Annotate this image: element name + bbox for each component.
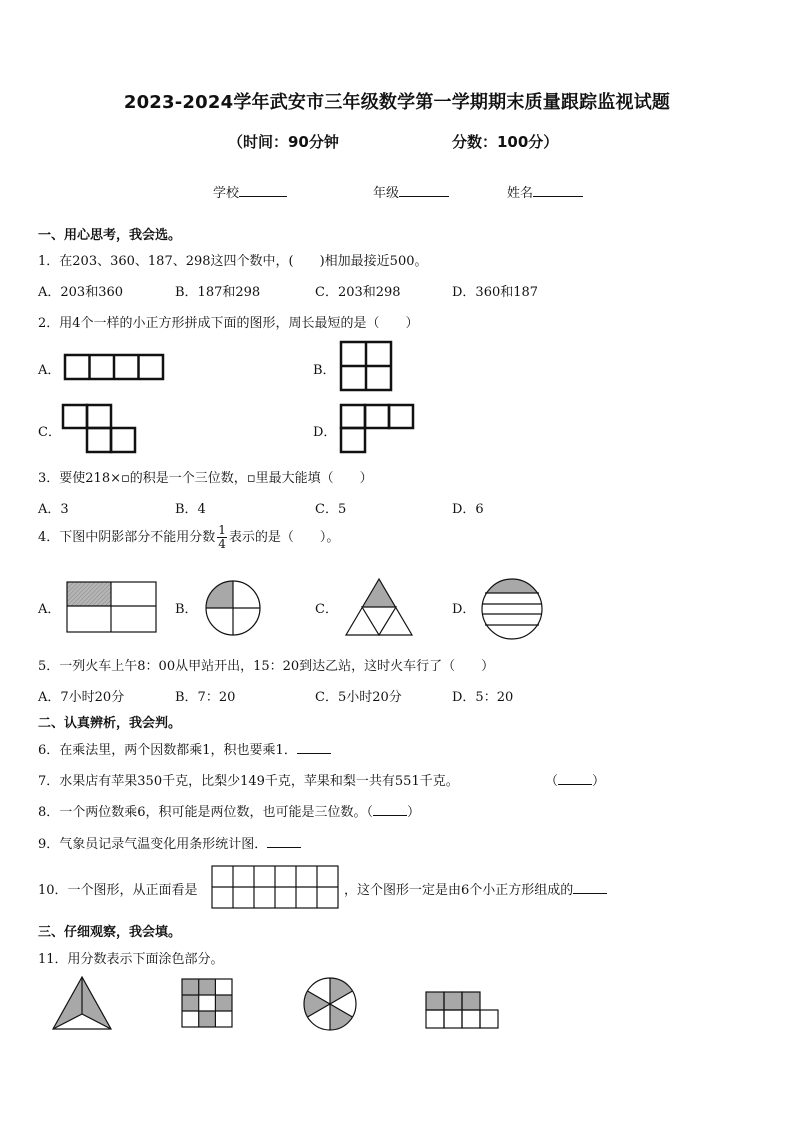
q5-option-c[interactable]: C．5小时20分 — [315, 690, 402, 705]
question-10-pre: 10．一个图形，从正面看是 — [38, 883, 198, 898]
exam-time: （时间：90分钟 — [228, 133, 339, 151]
q2-option-b-label[interactable]: B． — [313, 363, 336, 378]
q4-text-post: 表示的是（ ）。 — [228, 530, 340, 545]
q11-figure-grid — [181, 978, 233, 1028]
q3-option-c[interactable]: C．5 — [315, 502, 347, 517]
question-11: 11．用分数表示下面涂色部分。 — [38, 952, 224, 967]
question-3: 3．要使218×▫的积是一个三位数，▫里最大能填（ ） — [38, 471, 373, 486]
q5-option-d[interactable]: D．5：20 — [452, 690, 514, 705]
q2-figure-a — [64, 354, 164, 380]
q4-option-a-label[interactable]: A． — [38, 602, 61, 617]
q8-text: 8．一个两位数乘6，积可能是两位数，也可能是三位数。（ — [38, 805, 374, 820]
question-2: 2．用4个一样的小正方形拼成下面的图形，周长最短的是（ ） — [38, 316, 419, 331]
name-label: 姓名 — [507, 186, 534, 201]
question-1: 1．在203、360、187、298这四个数中，( )相加最接近500。 — [38, 254, 428, 269]
q4-option-b-label[interactable]: B． — [175, 602, 198, 617]
section-3-heading: 三、仔细观察，我会填。 — [38, 925, 182, 940]
q3-option-d[interactable]: D．6 — [452, 502, 484, 517]
name-blank[interactable] — [533, 196, 583, 197]
question-10-post — [344, 879, 607, 898]
q7-paren-left: （ — [545, 774, 559, 789]
section-2-heading: 二、认真辨析，我会判。 — [38, 716, 182, 731]
q2-figure-d — [340, 404, 414, 454]
q9-text: 9．气象员记录气温变化用条形统计图． — [38, 837, 268, 852]
school-blank[interactable] — [239, 196, 287, 197]
question-5: 5．一列火车上午8：00从甲站开出，15：20到达乙站，这时火车行了（ ） — [38, 659, 495, 674]
q8-paren-right: ） — [407, 805, 421, 820]
q2-option-a-label[interactable]: A． — [38, 363, 61, 378]
exam-score: 分数：100分） — [452, 133, 559, 151]
q2-figure-b — [340, 341, 392, 391]
grade-blank[interactable] — [399, 196, 449, 197]
q2-option-c-label[interactable]: C． — [38, 425, 61, 440]
q7-paren-right: ） — [592, 774, 606, 789]
question-9 — [38, 833, 301, 852]
school-label: 学校 — [213, 186, 240, 201]
question-6 — [38, 739, 331, 758]
q4-fraction-numerator: 1 — [218, 523, 226, 537]
q4-text-pre: 4．下图中阴影部分不能用分数 — [38, 530, 216, 545]
q8-answer-blank[interactable] — [373, 815, 407, 816]
q4-option-c-label[interactable]: C． — [315, 602, 338, 617]
q11-figure-circle — [303, 977, 357, 1031]
q6-answer-blank[interactable] — [297, 753, 331, 754]
q10-answer-blank[interactable] — [573, 893, 607, 894]
q5-option-b[interactable]: B．7：20 — [175, 690, 236, 705]
q1-option-d[interactable]: D．360和187 — [452, 285, 539, 300]
question-8 — [38, 801, 420, 820]
q2-option-d-label[interactable]: D． — [313, 425, 337, 440]
q4-figure-d — [481, 578, 543, 640]
name-field[interactable] — [507, 182, 583, 201]
q10-text-post: ，这个图形一定是由6个小正方形组成的 — [344, 883, 574, 898]
school-field[interactable] — [213, 182, 287, 201]
question-4 — [38, 524, 339, 551]
section-1-heading: 一、用心思考，我会选。 — [38, 228, 182, 243]
question-7: 7．水果店有苹果350千克，比梨少149千克，苹果和梨一共有551千克。 — [38, 774, 459, 789]
q11-figure-bars — [425, 991, 499, 1029]
q1-option-b[interactable]: B．187和298 — [175, 285, 261, 300]
q1-option-a[interactable]: A．203和360 — [38, 285, 124, 300]
q3-option-a[interactable]: A．3 — [38, 502, 69, 517]
grade-label: 年级 — [373, 186, 400, 201]
q5-option-a[interactable]: A．7小时20分 — [38, 690, 125, 705]
q11-figure-triangle — [52, 976, 112, 1031]
q7-answer[interactable] — [545, 770, 605, 789]
q4-fraction-denominator: 4 — [218, 537, 226, 551]
q4-figure-b — [205, 580, 261, 636]
page-title: 2023-2024学年武安市三年级数学第一学期期末质量跟踪监视试题 — [123, 92, 671, 113]
q4-fraction — [217, 524, 227, 551]
q9-answer-blank[interactable] — [267, 847, 301, 848]
q7-answer-blank[interactable] — [558, 784, 592, 785]
grade-field[interactable] — [373, 182, 449, 201]
q4-figure-a — [66, 581, 158, 633]
q2-figure-c — [62, 404, 136, 454]
q6-text: 6．在乘法里，两个因数都乘1，积也要乘1． — [38, 743, 297, 758]
q10-front-view-figure — [211, 865, 339, 909]
q4-figure-c — [345, 578, 413, 636]
q4-option-d-label[interactable]: D． — [452, 602, 476, 617]
q1-option-c[interactable]: C．203和298 — [315, 285, 401, 300]
q3-option-b[interactable]: B．4 — [175, 502, 206, 517]
